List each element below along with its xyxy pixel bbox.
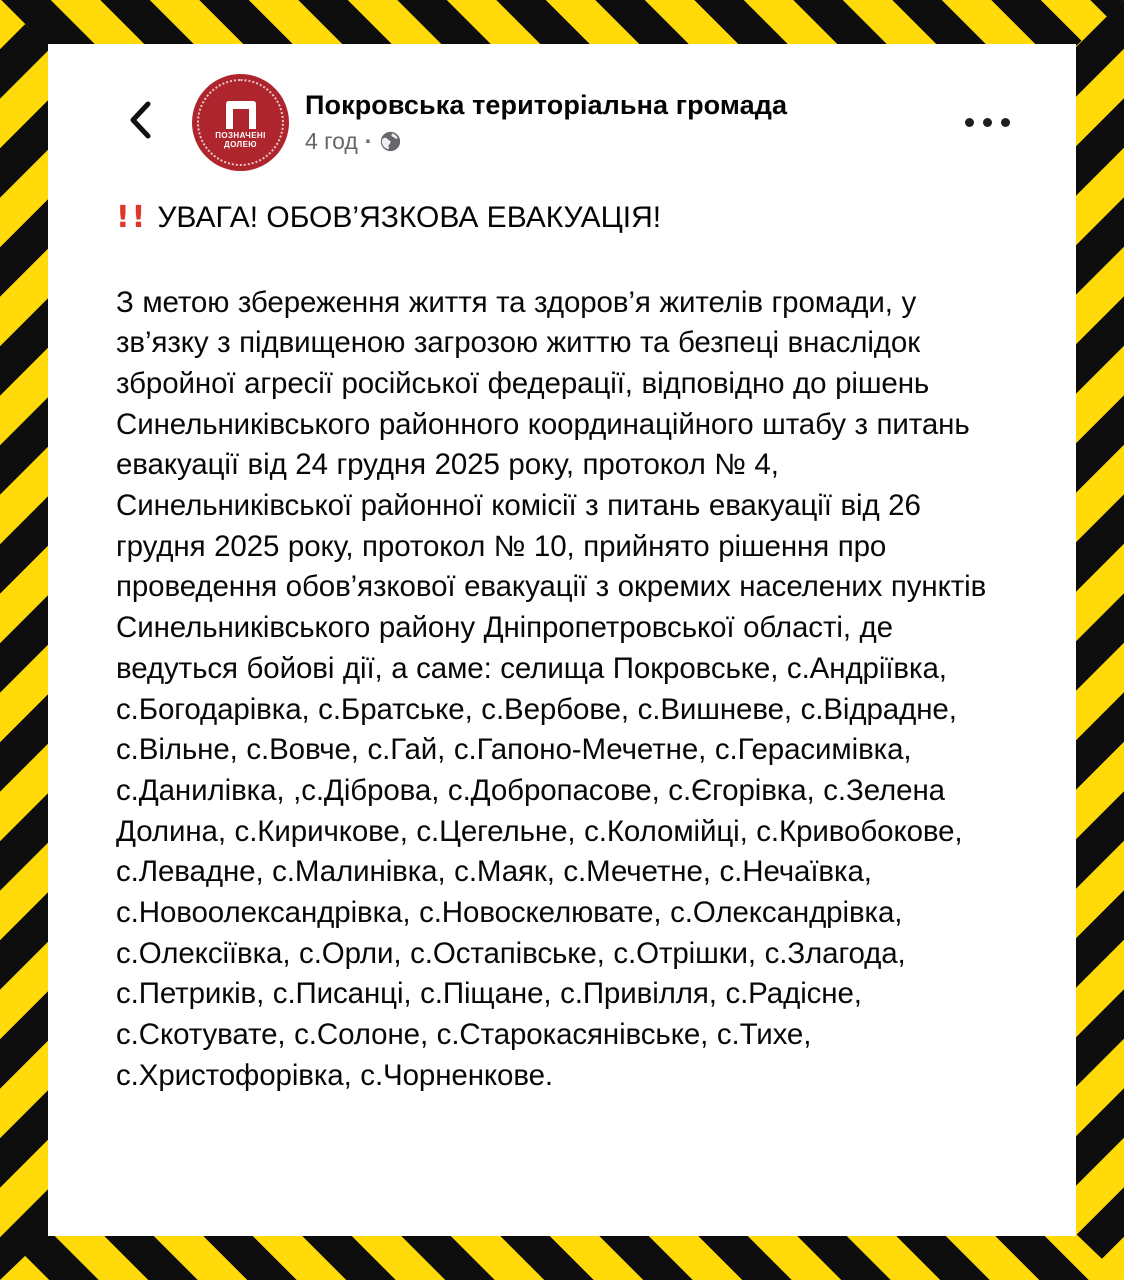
post-card	[48, 44, 1076, 1236]
globe-icon	[379, 130, 402, 153]
dot-icon	[983, 118, 992, 127]
post-time: 4 год	[305, 128, 358, 154]
double-exclamation-icon: !!	[116, 200, 148, 235]
avatar-decorative-ring	[197, 79, 284, 166]
warning-title-text: УВАГА! ОБОВ’ЯЗКОВА ЕВАКУАЦІЯ!	[157, 201, 662, 234]
post-header	[48, 44, 1076, 171]
header-text	[305, 90, 965, 155]
dot-icon	[1001, 118, 1010, 127]
more-options-button[interactable]	[965, 108, 1010, 137]
hazard-border-left	[0, 0, 50, 1280]
post-meta	[305, 128, 965, 155]
avatar[interactable]	[192, 74, 289, 171]
hazard-border-right	[1074, 0, 1124, 1280]
chevron-left-icon	[126, 99, 154, 146]
post-content	[48, 198, 1076, 1097]
back-button[interactable]	[126, 101, 156, 145]
avatar-banner-line1: ПОЗНАЧЕНІ	[215, 131, 266, 141]
page-title[interactable]: Покровська територіальна громада	[305, 90, 788, 120]
meta-separator: ·	[364, 128, 373, 154]
avatar-banner-line2: ДОЛЕЮ	[224, 140, 257, 149]
hazard-border-top	[0, 0, 1124, 48]
hazard-border-bottom	[0, 1232, 1124, 1280]
post-body-text: З метою збереження життя та здоров’я жителів громади, у зв’язку з підвищеною загрозою життю та безпеці внаслідок збройної агресії російської федерації, відповідно до рішень Синельниківського районного координаційного штабу з питань евакуації від 24 грудня 2025 року, протокол № 4, Синельниківської районної комісії з питань евакуації від 26 грудня 2025 року, протокол № 10, прийнято рішення про проведення обов’язкової евакуації з окремих населених пунктів Синельниківського району Дніпропетровської області, де ведуться бойові дії, а саме: селища Покровське, с.Андріївка, с.Богодарівка, с.Братське, с.Вербове, с.Вишневе, с.Відрадне, с.Вільне, с.Вовче, с.Гай, с.Гапоно-Мечетне, с.Герасимівка, с.Данилівка, ,с.Діброва, с.Добропасове, с.Єгорівка, с.Зелена Долина, с.Киричкове, с.Цегельне, с.Коломійці, с.Кривобокове, с.Левадне, с.Малинівка, с.Маяк, с.Мечетне, с.Нечаївка, с.Новоолександрівка, с.Новоскелювате, с.Олександрівка, с.Олексіївка, с.Орли, с.Остапівське, с.Отрішки, с.Злагода, с.Петриків, с.Писанці, с.Піщане, с.Привілля, с.Радісне, с.Скотувате, с.Солоне, с.Старокасянівське, с.Тихе, с.Христофорівка, с.Чорненкове.	[116, 285, 987, 1092]
dot-icon	[965, 118, 974, 127]
warning-title	[116, 198, 1008, 239]
